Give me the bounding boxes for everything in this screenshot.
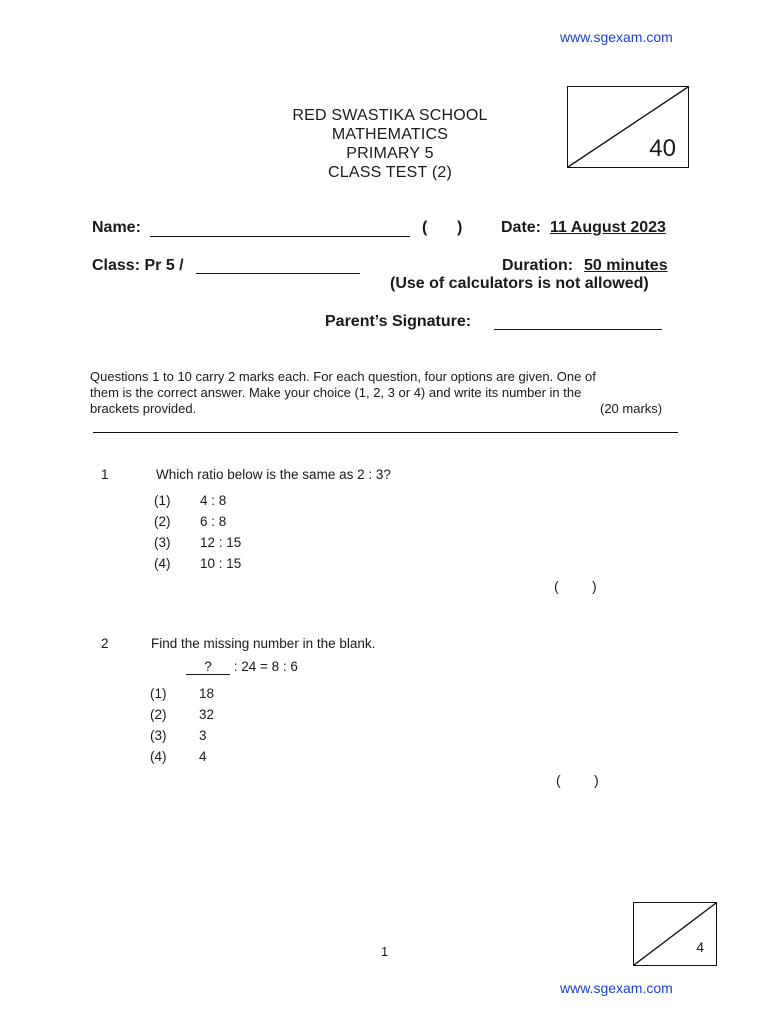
- page-number: 1: [381, 944, 389, 959]
- question-1-number: 1: [101, 467, 109, 482]
- name-field[interactable]: [150, 236, 410, 237]
- score-box-bottom: [633, 902, 717, 966]
- school-name: RED SWASTIKA SCHOOL: [292, 107, 488, 124]
- q2-answer-close-bracket[interactable]: ): [594, 772, 599, 788]
- index-open-bracket: (: [422, 219, 428, 236]
- q1-option-2-value: 6 : 8: [200, 514, 227, 529]
- q1-option-3-number: (3): [154, 535, 171, 550]
- q1-option-3-value: 12 : 15: [200, 535, 242, 550]
- question-2-number: 2: [101, 636, 109, 651]
- level-title: PRIMARY 5: [346, 145, 434, 162]
- date-value: 11 August 2023: [550, 219, 666, 236]
- q2-equation-blank: ?: [186, 659, 230, 675]
- q2-option-2-number: (2): [150, 707, 167, 722]
- q2-option-4-number: (4): [150, 749, 167, 764]
- instructions-marks: (20 marks): [600, 401, 663, 416]
- instructions-line-1: Questions 1 to 10 carry 2 marks each. For each question, four options are given. One of: [90, 369, 596, 384]
- test-title: CLASS TEST (2): [327, 164, 453, 181]
- calculator-note: (Use of calculators is not allowed): [390, 275, 649, 292]
- q2-option-4-value: 4: [199, 749, 207, 764]
- duration-label: Duration:: [502, 257, 574, 274]
- score-total-top: 40: [649, 135, 676, 162]
- question-2-text: Find the missing number in the blank.: [151, 636, 376, 651]
- class-field[interactable]: [196, 273, 360, 274]
- name-label: Name:: [92, 219, 141, 236]
- duration-value: 50 minutes: [584, 257, 668, 274]
- q2-option-2-value: 32: [199, 707, 215, 722]
- instructions-line-3: brackets provided.: [90, 401, 197, 416]
- question-1-text: Which ratio below is the same as 2 : 3?: [156, 467, 391, 482]
- q2-option-1-number: (1): [150, 686, 167, 701]
- class-label: Class: Pr 5 /: [92, 257, 184, 274]
- parent-signature-label: Parent’s Signature:: [325, 313, 472, 330]
- score-total-bottom: 4: [696, 939, 704, 955]
- q1-option-1-number: (1): [154, 493, 171, 508]
- site-link-bottom[interactable]: www.sgexam.com: [560, 980, 673, 996]
- q2-answer-open-bracket[interactable]: (: [556, 772, 561, 788]
- date-label: Date:: [501, 219, 542, 236]
- q1-option-2-number: (2): [154, 514, 171, 529]
- q1-answer-open-bracket[interactable]: (: [554, 578, 559, 594]
- score-box-top: [567, 86, 689, 168]
- diagonal-line-icon: [634, 903, 716, 965]
- parent-signature-field[interactable]: [494, 329, 662, 330]
- instructions-line-2: them is the correct answer. Make your choice (1, 2, 3 or 4) and write its number in the: [90, 385, 582, 400]
- section-divider: [93, 432, 678, 433]
- q2-option-3-number: (3): [150, 728, 167, 743]
- q2-equation: [186, 659, 298, 675]
- index-close-bracket: ): [457, 219, 463, 236]
- q1-option-1-value: 4 : 8: [200, 493, 227, 508]
- subject-title: MATHEMATICS: [331, 126, 449, 143]
- site-link-top[interactable]: www.sgexam.com: [560, 29, 673, 45]
- q2-equation-rest: : 24 = 8 : 6: [230, 659, 298, 674]
- q2-option-1-value: 18: [199, 686, 215, 701]
- q1-option-4-number: (4): [154, 556, 171, 571]
- q2-option-3-value: 3: [199, 728, 207, 743]
- q1-answer-close-bracket[interactable]: ): [592, 578, 597, 594]
- q1-option-4-value: 10 : 15: [200, 556, 242, 571]
